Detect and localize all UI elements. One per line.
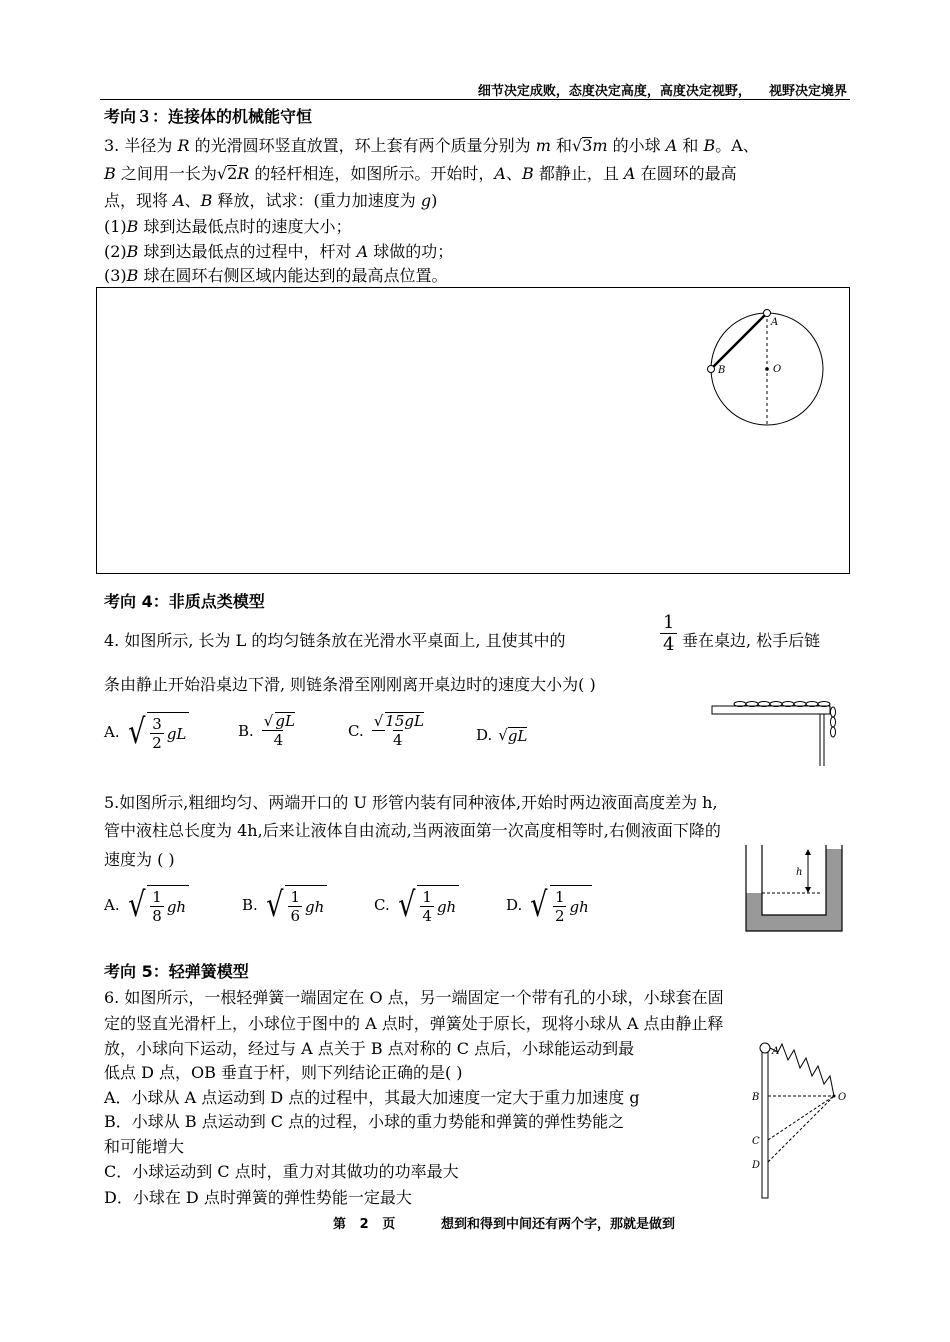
s6-line4: 低点 D 点，OB 垂直于杆，则下列结论正确的是( )	[104, 1063, 463, 1082]
line-oc	[768, 1096, 834, 1140]
s6-option-d: D．小球在 D 点时弹簧的弹性势能一定最大	[104, 1188, 412, 1207]
s5-line3: 速度为 ( )	[104, 850, 175, 869]
label-o: O	[773, 364, 782, 375]
s6-line3: 放，小球向下运动，经过与 A 点关于 B 点对称的 C 点后，小球能运动到最	[104, 1039, 635, 1058]
s3-line2: B 之间用一长为√2R 的轻杆相连，如图所示。开始时，A、B 都静止，且 A 在圆环的最高	[104, 164, 737, 183]
s4-line1: 4. 如图所示, 长为 L 的均匀链条放在光滑水平桌面上, 且使其中的	[104, 631, 566, 650]
footer-page-number: 第 2 页	[333, 1217, 396, 1232]
vertical-rod	[762, 1050, 768, 1198]
s3-question3: (3)B 球在圆环右侧区域内能达到的最高点位置。	[104, 266, 448, 285]
s6-option-c: C．小球运动到 C 点时，重力对其做功的功率最大	[104, 1162, 459, 1181]
ball	[760, 1043, 770, 1053]
ball-b	[708, 366, 715, 373]
s6-option-b-line2: 和可能增大	[104, 1137, 185, 1156]
ring-figure	[700, 305, 830, 435]
label-a: A	[772, 1046, 780, 1057]
ball-a	[764, 310, 771, 317]
point-o	[833, 1095, 836, 1098]
s5-option-b: B. √ $\frac{1}{6}$ gh	[242, 885, 327, 925]
s4-line1-end: 垂在桌边, 松手后链	[682, 631, 821, 650]
label-o: O	[838, 1092, 847, 1103]
footer-slogan: 想到和得到中间还有两个字，那就是做到	[441, 1217, 676, 1232]
center-point	[765, 367, 769, 371]
section5-heading: 考向 5：轻弹簧模型	[104, 962, 249, 981]
tube-inner	[762, 845, 826, 915]
label-a: A	[771, 317, 779, 328]
s5-option-c: C. √ $\frac{1}{4}$ gh	[374, 885, 459, 925]
header-motto: 细节决定成败，态度决定高度，高度决定视野， 视野决定境界	[477, 84, 847, 99]
s4-option-d: D. √ gL	[476, 726, 528, 745]
label-c: C	[752, 1136, 760, 1147]
section3-heading: 考向３：连接体的机械能守恒	[104, 107, 313, 126]
s4-fraction: 1 4	[660, 612, 677, 655]
spring-rod-figure	[748, 1040, 853, 1200]
label-b: B	[718, 365, 726, 376]
u-tube-figure	[742, 843, 850, 935]
s4-option-b: B. $\frac{√ gL}{4}$	[238, 712, 295, 749]
s3-line3: 点，现将 A、B 释放，试求：(重力加速度为 g)	[104, 191, 438, 210]
s5-line1: 5.如图所示,粗细均匀、两端开口的 U 形管内装有同种液体,开始时两边液面高度差为 h,	[104, 793, 718, 812]
label-h: h	[796, 867, 803, 878]
s6-option-b-line1: B．小球从 B 点运动到 C 点的过程，小球的重力势能和弹簧的弹性势能之	[104, 1112, 625, 1131]
s4-option-a: A. √ $\frac{3}{2}$ gL	[104, 712, 189, 752]
s5-line2: 管中液柱总长度为 4h,后来让液体自由流动,当两液面第一次高度相等时,右侧液面下降的	[104, 821, 721, 840]
s3-question2: (2)B 球到达最低点的过程中，杆对 A 球做的功；	[104, 242, 454, 261]
s6-option-a: A．小球从 A 点运动到 D 点的过程中，其最大加速度一定大于重力加速度 g	[104, 1088, 640, 1107]
table-top	[712, 706, 830, 714]
chain-table-figure	[710, 698, 850, 768]
liquid	[746, 849, 842, 931]
section4-heading: 考向 4：非质点类模型	[104, 592, 265, 611]
label-b: B	[752, 1092, 760, 1103]
s5-option-a: A. √ $\frac{1}{8}$ gh	[104, 885, 189, 925]
s6-line1: 6. 如图所示，一根轻弹簧一端固定在 O 点，另一端固定一个带有孔的小球，小球套在固	[104, 988, 724, 1007]
s4-option-c: C. $\frac{√ 15gL}{4}$	[348, 712, 424, 749]
s3-line1: 3. 半径为 R 的光滑圆环竖直放置，环上套有两个质量分别为 m 和√3m 的小球 A 和 B。A、	[104, 136, 759, 155]
label-d: D	[752, 1160, 761, 1171]
s6-line2: 定的竖直光滑杆上，小球位于图中的 A 点时，弹簧处于原长，现将小球从 A 点由静止释	[104, 1014, 724, 1033]
s4-line2: 条由静止开始沿桌边下滑, 则链条滑至刚刚离开桌边时的速度大小为( )	[104, 675, 596, 694]
s5-option-d: D. √ $\frac{1}{2}$ gh	[506, 885, 592, 925]
spring	[770, 1044, 834, 1096]
header-rule	[100, 99, 850, 100]
line-od	[768, 1096, 834, 1162]
ring-rod	[711, 313, 767, 369]
s3-question1: (1)B 球到达最低点时的速度大小；	[104, 217, 352, 236]
